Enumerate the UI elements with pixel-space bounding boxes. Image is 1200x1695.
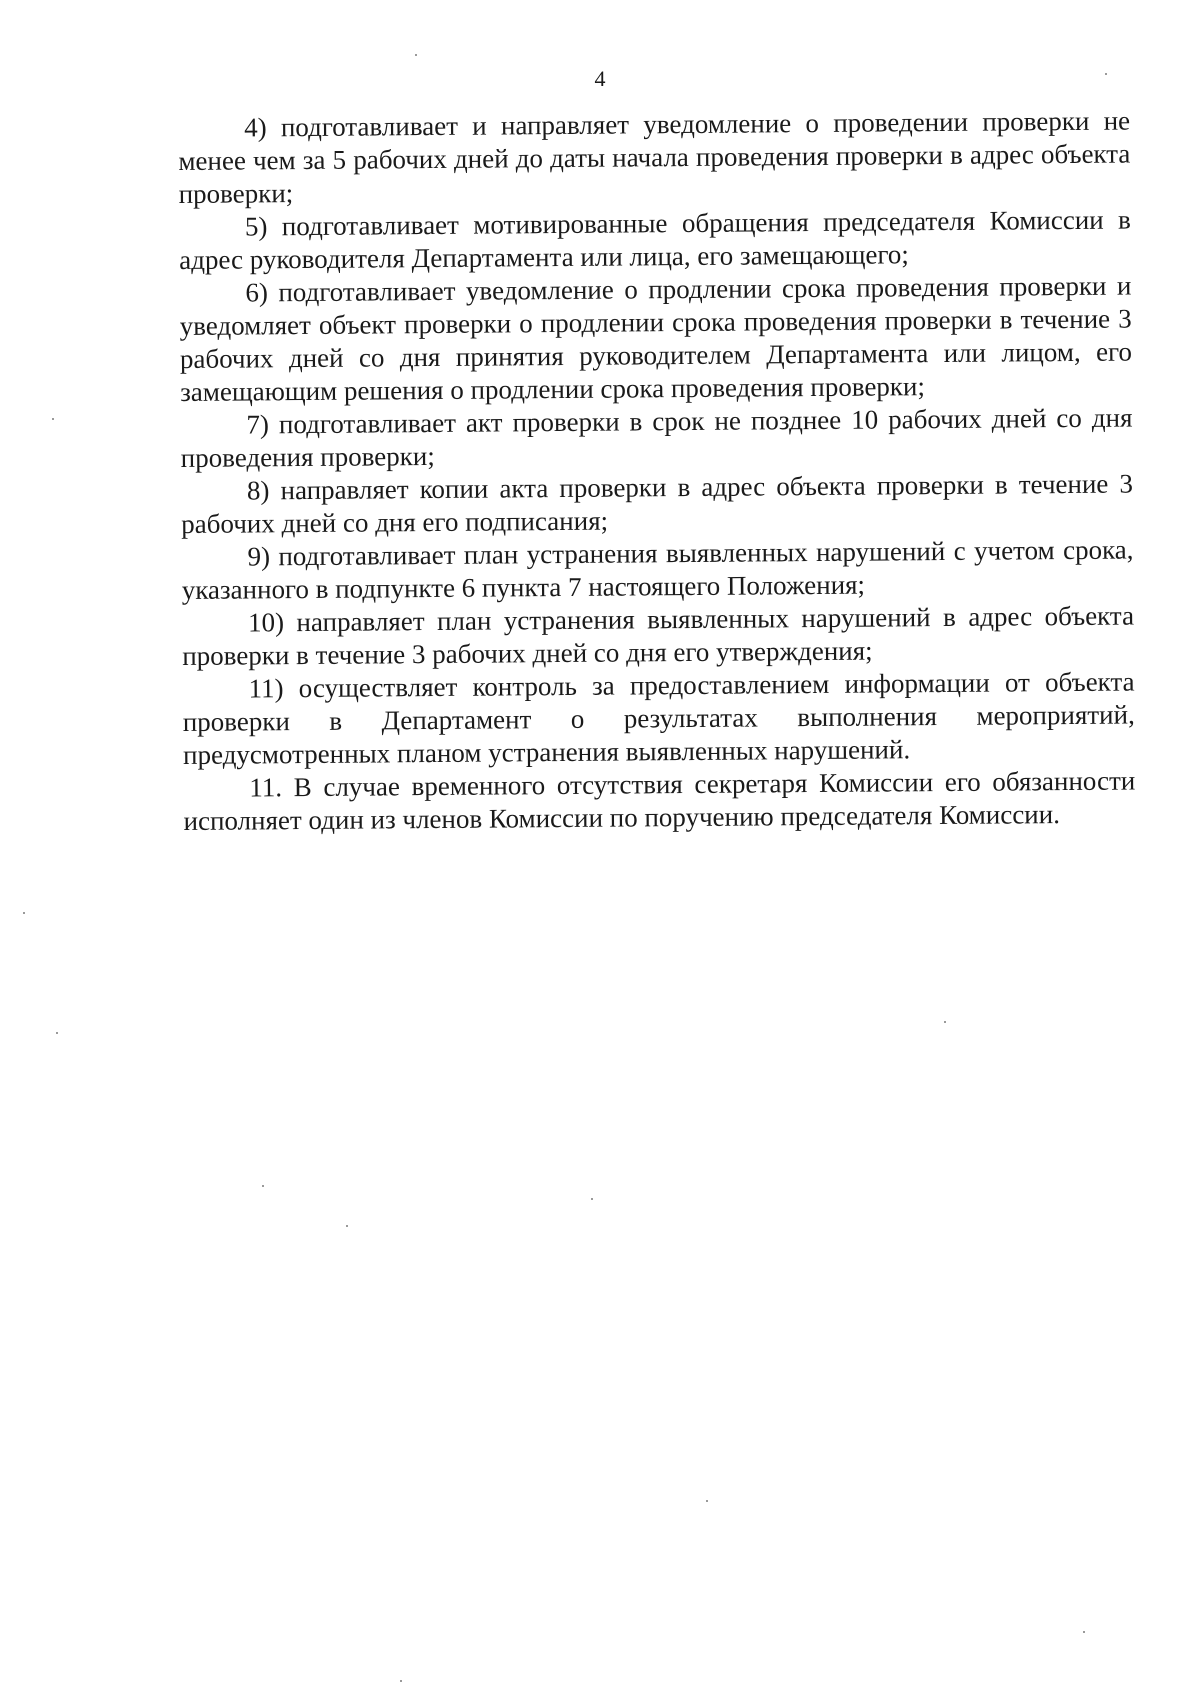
paragraph-item-9: 9) подготавливает план устранения выявленных нарушений с учетом срока, указанного в подпункте 6 пункта 7 настоящего Положения; <box>181 534 1134 605</box>
scan-speck <box>23 912 25 914</box>
paragraph-item-6: 6) подготавливает уведомление о продлении срока проведения проверки и уведомляет объект проверки о продлении срока проведения проверки в течение 3 рабочих дней со дня принятия руководителем Департамента или лицом, его замещающим решения о продлении срока проведения проверки; <box>179 270 1133 407</box>
scan-speck <box>52 418 54 420</box>
scan-speck <box>944 1021 946 1023</box>
paragraph-item-4: 4) подготавливает и направляет уведомление о проведении проверки не менее чем за 5 рабочих дней до даты начала проведения проверки в адрес объекта проверки; <box>178 105 1131 209</box>
scan-speck <box>400 1680 402 1682</box>
scan-speck <box>415 54 417 56</box>
scan-speck <box>262 1185 264 1187</box>
document-body <box>178 105 1136 838</box>
page-number: 4 <box>594 66 606 91</box>
scan-speck <box>591 1198 593 1200</box>
paragraph-item-11: 11) осуществляет контроль за предоставлением информации от объекта проверки в Департамент о результатах выполнения мероприятий, предусмотренных планом устранения выявленных нарушений. <box>182 666 1135 770</box>
scan-speck <box>706 1500 708 1502</box>
scan-speck <box>346 1225 348 1227</box>
scan-speck <box>1105 73 1107 75</box>
scan-speck <box>1083 1631 1085 1633</box>
paragraph-item-8: 8) направляет копии акта проверки в адрес объекта проверки в течение 3 рабочих дней со дня его подписания; <box>181 468 1134 539</box>
paragraph-item-7: 7) подготавливает акт проверки в срок не позднее 10 рабочих дней со дня проведения проверки; <box>180 402 1133 473</box>
paragraph-clause-11: 11. В случае временного отсутствия секретаря Комиссии его обязанности исполняет один из членов Комиссии по поручению председателя Комиссии. <box>183 765 1136 836</box>
paragraph-item-5: 5) подготавливает мотивированные обращения председателя Комиссии в адрес руководителя Департамента или лица, его замещающего; <box>179 204 1131 275</box>
scan-speck <box>56 1032 58 1034</box>
paragraph-item-10: 10) направляет план устранения выявленных нарушений в адрес объекта проверки в течение 3 рабочих дней со дня его утверждения; <box>182 600 1135 671</box>
